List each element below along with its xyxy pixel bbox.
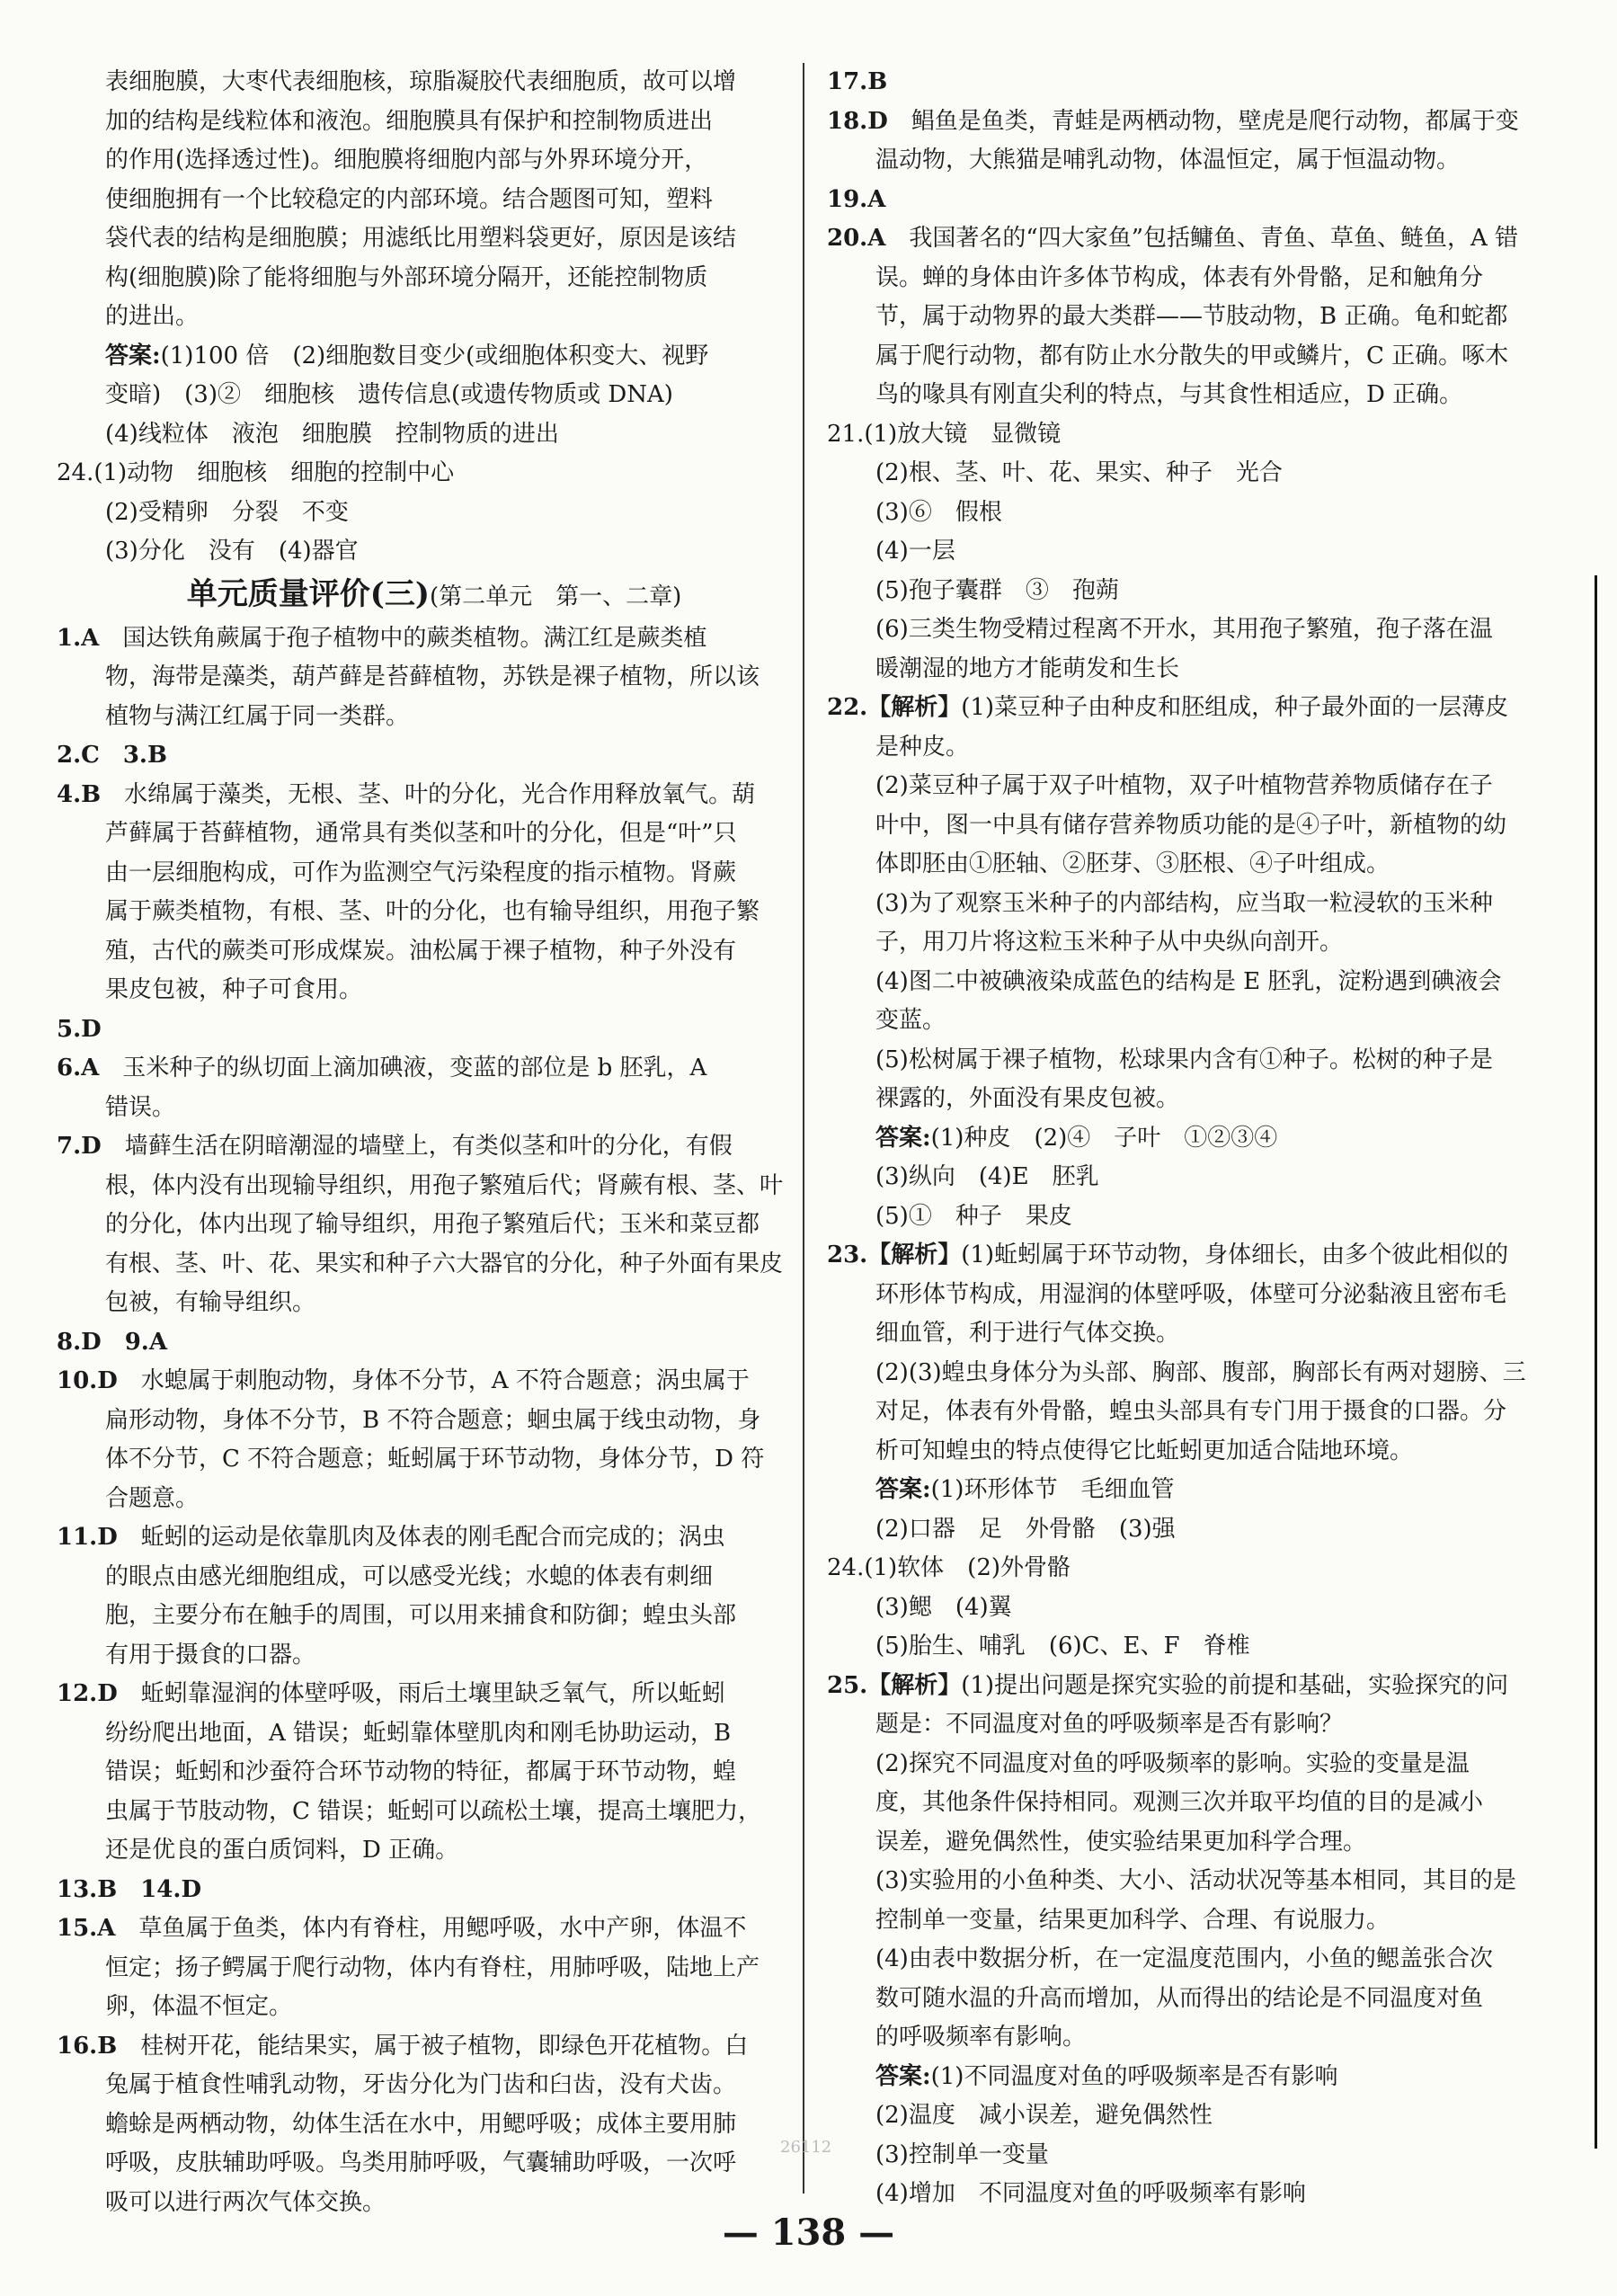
line-text: 温动物，大熊猫是哺乳动物，体温恒定，属于恒温动物。 <box>875 147 1461 174</box>
answer-label: 5.D <box>57 1015 102 1043</box>
text-line <box>57 63 785 102</box>
text-line <box>827 2096 1555 2136</box>
text-line <box>57 1675 785 1714</box>
text-line <box>57 1714 785 1754</box>
text-line <box>57 1480 785 1519</box>
text-line <box>57 854 785 894</box>
text-line <box>827 572 1555 611</box>
line-text: 扁形动物，身体不分节，B 不符合题意；蛔虫属于线虫动物，身 <box>105 1406 761 1434</box>
line-text: (4)线粒体 液泡 细胞膜 控制物质的进出 <box>105 420 559 448</box>
text-line <box>57 814 785 854</box>
text-line <box>827 610 1555 650</box>
text-line <box>827 963 1555 1002</box>
line-text: (1)100 倍 (2)细胞数目变少(或细胞体积变大、视野 <box>160 342 709 369</box>
line-text: 的呼吸频率有影响。 <box>875 2024 1087 2051</box>
text-line <box>57 1323 785 1363</box>
text-line <box>827 219 1555 259</box>
line-text: 还是优良的蛋白质饲料，D 正确。 <box>105 1837 459 1864</box>
line-text: (3)控制单一变量 <box>875 2140 1049 2168</box>
text-line <box>57 1793 785 1832</box>
line-text: 有根、茎、叶、花、果实和种子六大器官的分化，种子外面有果皮 <box>105 1250 784 1277</box>
line-text: 暖潮湿的地方才能萌发和生长 <box>875 654 1180 682</box>
right-column <box>827 63 1555 2214</box>
text-line <box>57 454 785 494</box>
text-line <box>57 1558 785 1597</box>
text-line <box>827 689 1555 728</box>
text-line <box>827 532 1555 572</box>
line-text: 胞，主要分布在触手的周围，可以用来捕食和防御；蝗虫头部 <box>105 1602 737 1629</box>
answer-label: 13.B 14.D <box>57 1875 201 1903</box>
text-line <box>827 1314 1555 1354</box>
line-text: 玉米种子的纵切面上滴加碘液，变蓝的部位是 b 胚乳，A <box>99 1055 707 1081</box>
line-text: 属于爬行动物，都有防止水分散失的甲或鳞片，C 正确。啄木 <box>875 342 1509 369</box>
scan-edge-line <box>1595 575 1597 2149</box>
text-line <box>57 2105 785 2145</box>
line-text: (1)种皮 (2)④ 子叶 ①②③④ <box>930 1124 1278 1152</box>
text-line <box>57 1909 785 1949</box>
line-text: (1)提出问题是探究实验的前提和基础，实验探究的问 <box>961 1671 1509 1699</box>
line-text: 吸可以进行两次气体交换。 <box>105 2188 386 2216</box>
line-text: 我国著名的“四大家鱼”包括鳙鱼、青鱼、草鱼、鲢鱼，A 错 <box>885 225 1519 252</box>
line-text: 使细胞拥有一个比较稳定的内部环境。结合题图可知，塑料 <box>105 185 714 213</box>
text-line <box>827 454 1555 494</box>
text-line <box>57 1362 785 1402</box>
text-line <box>827 1001 1555 1041</box>
answer-label: 6.A <box>57 1055 100 1081</box>
line-text: (3)实验用的小鱼种类、大小、活动状况等基本相同，其目的是 <box>875 1867 1516 1894</box>
text-line <box>57 337 785 377</box>
text-line <box>827 494 1555 533</box>
answer-label: 20.A <box>827 225 886 252</box>
text-line <box>827 923 1555 963</box>
text-line <box>827 1823 1555 1863</box>
line-text: 是种皮。 <box>875 733 970 761</box>
text-line <box>827 298 1555 337</box>
text-line <box>827 2018 1555 2058</box>
text-line <box>827 2175 1555 2214</box>
text-line <box>57 141 785 181</box>
line-text: (4)由表中数据分析，在一定温度范围内，小鱼的鳃盖张合次 <box>875 1945 1493 1972</box>
line-text: 果皮包被，种子可食用。 <box>105 976 363 1003</box>
text-line <box>827 1197 1555 1237</box>
line-text: 国达铁角蕨属于孢子植物中的蕨类植物。满江红是蕨类植 <box>99 624 707 652</box>
text-line <box>827 767 1555 806</box>
text-line <box>827 141 1555 181</box>
text-line <box>827 2058 1555 2097</box>
text-line <box>57 1010 785 1050</box>
line-text: 24.(1)软体 (2)外骨骼 <box>827 1554 1071 1581</box>
text-line <box>57 1089 785 1128</box>
line-text: (2)(3)蝗虫身体分为头部、胸部、腹部，胸部长有两对翅膀、三 <box>875 1358 1526 1386</box>
line-text: 节，属于动物界的最大类群——节肢动物，B 正确。龟和蛇都 <box>875 303 1508 330</box>
column-divider <box>803 63 804 2194</box>
line-text: 子，用刀片将这粒玉米种子从中央纵向剖开。 <box>875 929 1344 956</box>
line-text: 物，海带是藻类，葫芦藓是苔藓植物，苏铁是裸子植物，所以该 <box>105 663 760 690</box>
text-line <box>827 1549 1555 1589</box>
text-line <box>827 1667 1555 1706</box>
line-text: (2)根、茎、叶、花、果实、种子 光合 <box>875 459 1283 486</box>
text-line <box>57 736 785 776</box>
line-text: (2)探究不同温度对鱼的呼吸频率的影响。实验的变量是温 <box>875 1749 1470 1777</box>
text-line <box>827 1705 1555 1745</box>
answer-label: 10.D <box>57 1367 118 1394</box>
line-text: (4)增加 不同温度对鱼的呼吸频率有影响 <box>875 2180 1306 2207</box>
section-title <box>57 572 785 619</box>
line-text: 体不分节，C 不符合题意；蚯蚓属于环节动物，身体分节，D 符 <box>105 1446 765 1473</box>
answer-label: 8.D 9.A <box>57 1328 168 1356</box>
answer-label: 答案: <box>875 1124 931 1152</box>
text-line <box>827 376 1555 415</box>
scan-stamp: 26112 <box>780 2138 832 2157</box>
text-line <box>57 1440 785 1480</box>
text-line <box>827 1901 1555 1941</box>
text-line <box>827 102 1555 142</box>
text-line <box>827 63 1555 102</box>
line-text: 对足，体表有外骨骼，蝗虫头部具有专门用于摄食的口器。分 <box>875 1398 1507 1425</box>
text-line <box>827 1627 1555 1667</box>
line-text: 表细胞膜，大枣代表细胞核，琼脂凝胶代表细胞质，故可以增 <box>105 68 737 95</box>
text-line <box>57 298 785 337</box>
text-line <box>827 1354 1555 1393</box>
text-line <box>827 337 1555 377</box>
text-line <box>57 102 785 142</box>
answer-label: 答案: <box>875 2062 931 2090</box>
text-line <box>827 1080 1555 1119</box>
text-line <box>827 650 1555 690</box>
line-text: 的进出。 <box>105 303 200 330</box>
line-text: (5)孢子囊群 ③ 孢蒴 <box>875 576 1119 604</box>
text-line <box>57 971 785 1010</box>
text-line <box>827 259 1555 298</box>
text-line <box>57 259 785 298</box>
text-line <box>827 1980 1555 2019</box>
text-line <box>57 219 785 259</box>
line-text: 21.(1)放大镜 显微镜 <box>827 420 1062 448</box>
line-text: 环形体节构成，用湿润的体壁呼吸，体壁可分泌黏液且密布毛 <box>875 1280 1507 1308</box>
answer-label: 2.C 3.B <box>57 742 167 769</box>
line-text: 错误。 <box>105 1093 176 1121</box>
line-text: 细血管，利于进行气体交换。 <box>875 1320 1180 1347</box>
line-text: 卵，体温不恒定。 <box>105 1993 293 2020</box>
line-text: 的作用(选择透过性)。细胞膜将细胞内部与外界环境分开， <box>105 147 708 174</box>
text-line <box>827 1784 1555 1823</box>
line-text: 体即胚由①胚轴、②胚芽、③胚根、④子叶组成。 <box>875 850 1390 877</box>
text-line <box>57 1871 785 1910</box>
line-text: 24.(1)动物 细胞核 细胞的控制中心 <box>57 459 455 486</box>
line-text: (3)⑥ 假根 <box>875 498 1002 526</box>
line-text: (1)蚯蚓属于环节动物，身体细长，由多个彼此相似的 <box>961 1241 1509 1268</box>
line-text: (1)不同温度对鱼的呼吸频率是否有影响 <box>930 2062 1338 2090</box>
text-line <box>827 2136 1555 2176</box>
text-line <box>57 2144 785 2184</box>
section-title-main: 单元质量评价(三) <box>186 575 430 612</box>
text-line <box>57 1402 785 1441</box>
text-line <box>57 1636 785 1676</box>
line-text: 恒定；扬子鳄属于爬行动物，体内有脊柱，用肺呼吸，陆地上产 <box>105 1953 760 1981</box>
line-text: 蚯蚓的运动是依靠肌肉及体表的刚毛配合而完成的；涡虫 <box>117 1524 725 1551</box>
text-line <box>827 806 1555 846</box>
line-text: 兔属于植食性哺乳动物，牙齿分化为门齿和臼齿，没有犬齿。 <box>105 2071 737 2098</box>
line-text: 根，体内没有出现输导组织，用孢子繁殖后代；肾蕨有根、茎、叶 <box>105 1171 784 1199</box>
line-text: 墙藓生活在阴暗潮湿的墙壁上，有类似茎和叶的分化，有假 <box>101 1133 733 1160</box>
text-line <box>827 1589 1555 1628</box>
line-text: (4)一层 <box>875 538 955 565</box>
line-text: 度，其他条件保持相同。观测三次并取平均值的目的是减小 <box>875 1789 1484 1816</box>
text-line <box>57 1245 785 1285</box>
answer-label: 18.D <box>827 107 888 135</box>
answer-label: 7.D <box>57 1133 102 1160</box>
line-text: 裸露的，外面没有果皮包被。 <box>875 1085 1180 1112</box>
line-text: 殖，古代的蕨类可形成煤炭。油松属于裸子植物，种子外没有 <box>105 937 737 965</box>
line-text: 叶中，图一中具有储存营养物质功能的是④子叶，新植物的幼 <box>875 811 1507 839</box>
text-line <box>57 776 785 815</box>
line-text: 草鱼属于鱼类，体内有脊柱，用鳃呼吸，水中产卵，体温不 <box>115 1915 747 1942</box>
line-text: 纷纷爬出地面，A 错误；蚯蚓靠体壁肌肉和刚毛协助运动，B <box>105 1719 732 1747</box>
line-text: 题是：不同温度对鱼的呼吸频率是否有影响？ <box>875 1711 1344 1738</box>
line-text: 构(细胞膜)除了能将细胞与外部环境分隔开，还能控制物质 <box>105 263 708 291</box>
text-line <box>57 698 785 737</box>
text-line <box>57 376 785 415</box>
text-line <box>57 1284 785 1323</box>
line-text: 控制单一变量，结果更加科学、合理、有说服力。 <box>875 1906 1390 1934</box>
line-text: 有用于摄食的口器。 <box>105 1641 316 1669</box>
text-line <box>827 1276 1555 1315</box>
line-text: (2)口器 足 外骨骼 (3)强 <box>875 1515 1176 1543</box>
line-text: 桂树开花，能结果实，属于被子植物，即绿色开花植物。白 <box>117 2032 749 2060</box>
line-text: 袋代表的结构是细胞膜；用滤纸比用塑料袋更好，原因是该结 <box>105 225 737 252</box>
text-line <box>57 494 785 533</box>
line-text: (5)① 种子 果皮 <box>875 1202 1072 1230</box>
line-text: 属于蕨类植物，有根、茎、叶的分化，也有输导组织，用孢子繁 <box>105 898 760 925</box>
text-line <box>827 1393 1555 1432</box>
line-text: (3)鳃 (4)翼 <box>875 1593 1012 1621</box>
line-text: 芦藓属于苔藓植物，通常具有类似茎和叶的分化，但是“叶”只 <box>105 820 737 847</box>
answer-label: 19.A <box>827 185 886 213</box>
text-line <box>57 932 785 972</box>
line-text: 数可随水温的升高而增加，从而得出的结论是不同温度对鱼 <box>875 1984 1484 2012</box>
answer-label: 25.【解析】 <box>827 1671 962 1699</box>
line-text: 误。蝉的身体由许多体节构成，体表有外骨骼，足和触角分 <box>875 263 1484 291</box>
answer-label: 答案: <box>875 1476 931 1503</box>
line-text: 的眼点由感光细胞组成，可以感受光线；水螅的体表有刺细 <box>105 1562 714 1590</box>
text-line <box>57 1949 785 1989</box>
text-line <box>827 885 1555 924</box>
text-line <box>827 1940 1555 1980</box>
line-text: (2)受精卵 分裂 不变 <box>105 498 349 526</box>
answer-label: 15.A <box>57 1915 116 1942</box>
line-text: (3)纵向 (4)E 胚乳 <box>875 1163 1099 1190</box>
text-line <box>57 1753 785 1793</box>
line-text: 误差，避免偶然性，使实验结果更加科学合理。 <box>875 1828 1367 1855</box>
line-text: (3)为了观察玉米种子的内部结构，应当取一粒浸软的玉米种 <box>875 889 1493 917</box>
text-line <box>57 2027 785 2067</box>
answer-label: 17.B <box>827 68 888 95</box>
line-text: (6)三类生物受精过程离不开水，其用孢子繁殖，孢子落在温 <box>875 616 1493 643</box>
line-text: (4)图二中被碘液染成蓝色的结构是 E 胚乳，淀粉遇到碘液会 <box>875 967 1502 995</box>
line-text: (2)温度 减小误差，避免偶然性 <box>875 2102 1213 2129</box>
line-text: 水绵属于藻类，无根、茎、叶的分化，光合作用释放氧气。葫 <box>101 780 756 808</box>
answer-label: 11.D <box>57 1524 118 1551</box>
text-line <box>57 1127 785 1167</box>
text-line <box>827 1471 1555 1510</box>
text-line <box>57 2066 785 2105</box>
text-line <box>57 658 785 698</box>
text-line <box>827 1158 1555 1197</box>
text-line <box>57 893 785 932</box>
line-text: 鲳鱼是鱼类，青蛙是两栖动物，壁虎是爬行动物，都属于变 <box>887 107 1519 135</box>
text-line <box>57 1518 785 1558</box>
answer-label: 1.A <box>57 624 100 652</box>
text-line <box>827 728 1555 768</box>
line-text: (5)松树属于裸子植物，松球果内含有①种子。松树的种子是 <box>875 1046 1493 1073</box>
text-line <box>827 1745 1555 1784</box>
text-line <box>57 1988 785 2027</box>
answer-label: 16.B <box>57 2032 118 2060</box>
line-text: 包被，有输导组织。 <box>105 1289 316 1316</box>
text-line <box>827 1862 1555 1901</box>
line-text: 由一层细胞构成，可作为监测空气污染程度的指示植物。肾蕨 <box>105 859 737 886</box>
line-text: (2)菜豆种子属于双子叶植物，双子叶植物营养物质储存在子 <box>875 772 1493 799</box>
line-text: 变蓝。 <box>875 1007 946 1034</box>
text-line <box>57 1206 785 1245</box>
line-text: (1)环形体节 毛细血管 <box>930 1476 1175 1503</box>
line-text: 虫属于节肢动物，C 错误；蚯蚓可以疏松土壤，提高土壤肥力， <box>105 1797 762 1825</box>
text-line <box>57 1831 785 1871</box>
text-line <box>57 1049 785 1089</box>
line-text: 鸟的喙具有刚直尖利的特点，与其食性相适应，D 正确。 <box>875 381 1463 408</box>
answer-label: 答案: <box>105 342 161 369</box>
text-line <box>57 181 785 220</box>
text-line <box>57 1597 785 1636</box>
line-text: 析可知蝗虫的特点使得它比蚯蚓更加适合陆地环境。 <box>875 1437 1414 1464</box>
line-text: 呼吸，皮肤辅助呼吸。鸟类用肺呼吸，气囊辅助呼吸，一次呼 <box>105 2149 737 2176</box>
answer-label: 23.【解析】 <box>827 1241 962 1268</box>
left-column <box>57 63 785 2222</box>
text-line <box>827 1041 1555 1081</box>
line-text: 的分化，体内出现了输导组织，用孢子繁殖后代；玉米和菜豆都 <box>105 1211 760 1238</box>
line-text: (1)菜豆种子由种皮和胚组成，种子最外面的一层薄皮 <box>961 694 1509 721</box>
line-text: 蟾蜍是两栖动物，幼体生活在水中，用鳃呼吸；成体主要用肺 <box>105 2110 737 2138</box>
text-line <box>827 415 1555 455</box>
line-text: 合题意。 <box>105 1484 200 1512</box>
line-text: 加的结构是线粒体和液泡。细胞膜具有保护和控制物质进出 <box>105 107 714 135</box>
text-line <box>57 415 785 455</box>
text-line <box>827 181 1555 220</box>
line-text: 蚯蚓靠湿润的体壁呼吸，雨后土壤里缺乏氧气，所以蚯蚓 <box>117 1680 725 1707</box>
line-text: 错误；蚯蚓和沙蚕符合环节动物的特征，都属于环节动物，蝗 <box>105 1758 737 1785</box>
line-text: 植物与满江红属于同一类群。 <box>105 702 410 730</box>
text-line <box>827 1432 1555 1472</box>
text-line <box>57 1167 785 1206</box>
text-line <box>57 532 785 572</box>
text-line <box>827 1119 1555 1159</box>
text-line <box>827 1236 1555 1276</box>
line-text: (3)分化 没有 (4)器官 <box>105 538 359 565</box>
text-line <box>827 845 1555 885</box>
line-text: (5)胎生、哺乳 (6)C、E、F 脊椎 <box>875 1633 1250 1660</box>
answer-label: 4.B <box>57 780 102 808</box>
answer-label: 22.【解析】 <box>827 694 962 721</box>
text-line <box>827 1510 1555 1550</box>
line-text: 变暗) (3)② 细胞核 遗传信息(或遗传物质或 DNA) <box>105 381 673 408</box>
answer-label: 12.D <box>57 1680 118 1707</box>
text-line <box>57 619 785 659</box>
section-title-sub: (第二单元 第一、二章) <box>429 583 682 610</box>
line-text: 水螅属于刺胞动物，身体不分节，A 不符合题意；涡虫属于 <box>117 1367 750 1394</box>
page-number: — 138 — <box>722 2211 895 2254</box>
